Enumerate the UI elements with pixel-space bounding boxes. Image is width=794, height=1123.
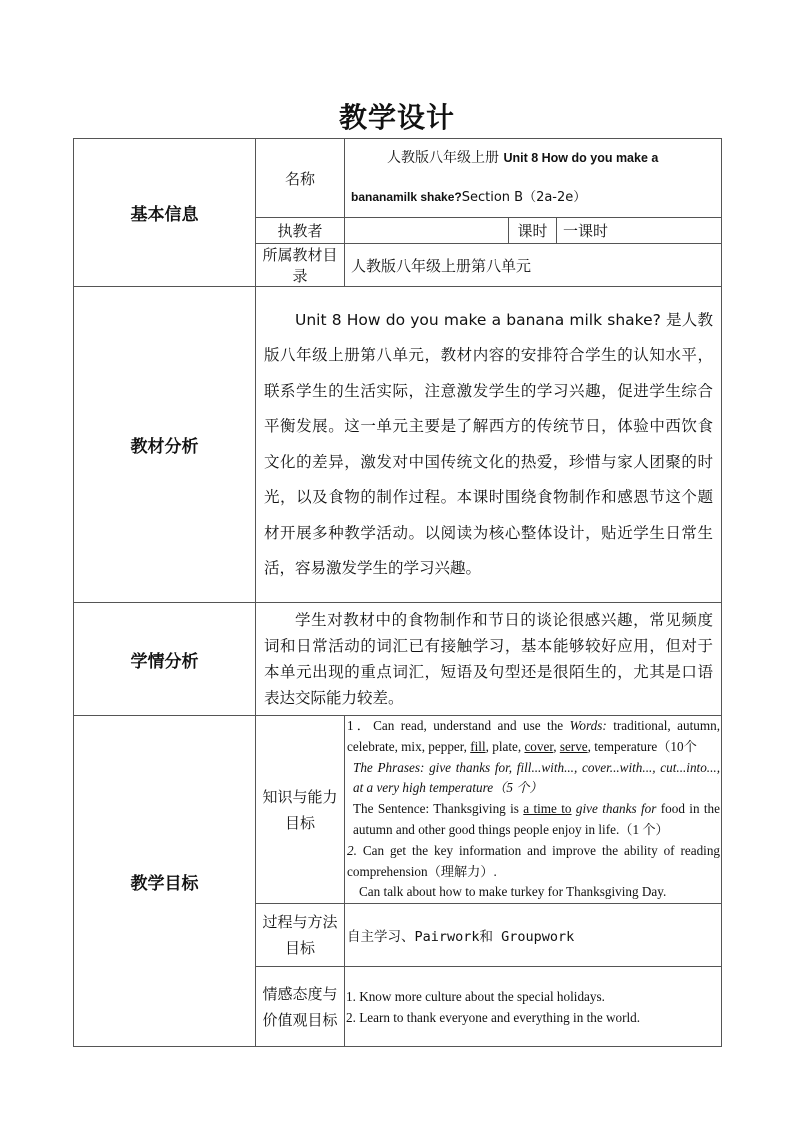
period-value: 一课时 bbox=[557, 218, 722, 244]
teacher-label: 执教者 bbox=[256, 218, 345, 244]
kn-word-plate: , plate, bbox=[485, 738, 522, 754]
name-line1-bold: Unit 8 How do you make a bbox=[503, 151, 659, 165]
knowledge-goal-text: 1．Can read, understand and use the Words: traditional, autumn, celebrate, mix, pepper, fill, plate, cover, serve, temperature（10个 The Phrases: give thanks for, fill...with..., cover...with..., cut...into..., at a very high temperature（5 个） The Sentence: Thanksgiving is a time to give thanks for food in the autumn and other good things people enjoy in life.（1 个） 2. Can get the key information and improve the ability of reading comprehension（理解力）. Can talk about how to make turkey for Thanksgiving Day. bbox=[345, 716, 722, 904]
emotion-item-2: 2. Learn to thank everyone and everything in the world. bbox=[346, 1009, 641, 1025]
material-analysis-label: 教材分析 bbox=[74, 287, 256, 603]
lesson-plan-table bbox=[73, 138, 722, 1047]
kn-word-serve: serve bbox=[559, 738, 588, 754]
kn-phrases: The Phrases: give thanks for, fill...with..., cover...with..., cut...into..., at a very high temperature（5 个） bbox=[353, 759, 720, 796]
kn-p1-b: traditional, autumn, celebrate, mix, pepper, bbox=[347, 718, 721, 754]
kn-word-cover: cover bbox=[524, 738, 554, 754]
catalog-label: 所属教材目录 bbox=[256, 244, 345, 287]
kn-p3-a: The Sentence: Thanksgiving is bbox=[353, 801, 519, 817]
process-goal-text: 自主学习、Pairwork和 Groupwork bbox=[345, 904, 722, 967]
emotion-item-1: 1. Know more culture about the special holidays. bbox=[346, 988, 605, 1004]
basic-info-label: 基本信息 bbox=[74, 139, 256, 287]
student-analysis-text: 学生对教材中的食物制作和节日的谈论很感兴趣，常见频度词和日常活动的词汇已有接触学习，基本能够较好应用，但对于本单元出现的重点词汇，短语及句型还是很陌生的，尤其是口语表达交际能力较差。 bbox=[256, 603, 722, 716]
kn-p5: Can talk about how to make turkey for Thanksgiving Day. bbox=[359, 884, 667, 900]
knowledge-goal-label: 知识与能力目标 bbox=[256, 716, 345, 904]
emotion-goal-label: 情感态度与价值观目标 bbox=[256, 967, 345, 1047]
name-value bbox=[345, 139, 722, 218]
teacher-value bbox=[345, 218, 509, 244]
name-line2-bold: bananamilk shake? bbox=[351, 190, 462, 204]
process-goal-label: 过程与方法目标 bbox=[256, 904, 345, 967]
page-title: 教学设计 bbox=[338, 101, 455, 134]
name-label: 名称 bbox=[256, 139, 345, 218]
kn-word-fill: fill bbox=[470, 738, 486, 754]
period-label: 课时 bbox=[509, 218, 557, 244]
emotion-goal-text bbox=[345, 967, 722, 1047]
name-line2-rest: Section B（2a-2e） bbox=[461, 190, 587, 205]
kn-p1-c: , temperature（10个 bbox=[587, 738, 697, 754]
kn-p1-words: Words: bbox=[569, 718, 607, 733]
catalog-value: 人教版八年级上册第八单元 bbox=[345, 244, 722, 287]
kn-p3-b: food in the autumn and other good things people enjoy in life.（1 个） bbox=[353, 801, 720, 837]
kn-p3-italic: give thanks for bbox=[575, 801, 657, 817]
kn-p4-num: 2. bbox=[347, 842, 357, 858]
teaching-goals-label: 教学目标 bbox=[74, 716, 256, 1047]
kn-p1-a: 1．Can read, understand and use the bbox=[347, 718, 564, 733]
student-analysis-label: 学情分析 bbox=[74, 603, 256, 716]
name-line1: 人教版八年级上册 bbox=[387, 150, 499, 166]
kn-p4: Can get the key information and improve the ability of reading comprehension（理解力）. bbox=[347, 842, 721, 879]
kn-p3-underline: a time to bbox=[523, 801, 572, 817]
material-analysis-text: Unit 8 How do you make a banana milk shake? 是人教版八年级上册第八单元，教材内容的安排符合学生的认知水平，联系学生的生活实际，注意激发学生的学习兴趣，促进学生综合平衡发展。这一单元主要是了解西方的传统节日，体验中西饮食文化的差异，激发对中国传统文化的热爱，珍惜与家人团聚的时光，以及食物的制作过程。本课时围绕食物制作和感恩节这个题材开展多种教学活动。以阅读为核心整体设计，贴近学生日常生活，容易激发学生的学习兴趣。 bbox=[256, 287, 722, 603]
